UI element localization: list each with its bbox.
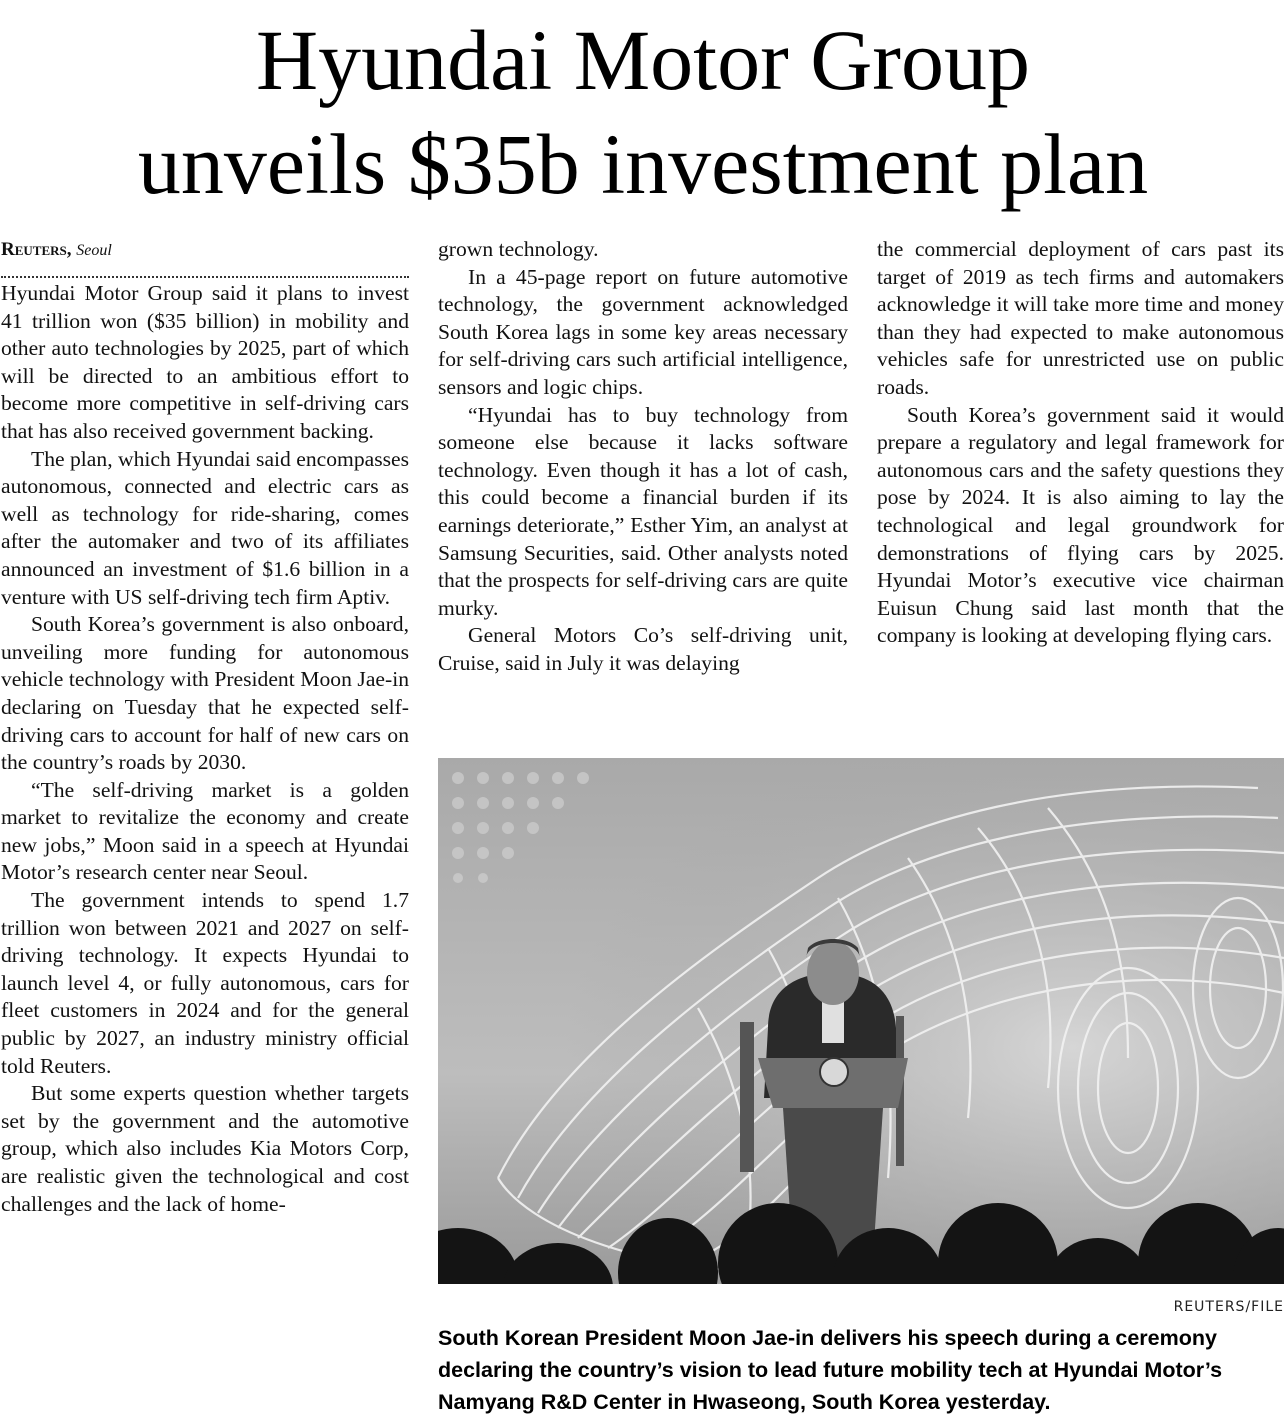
news-photo: [438, 758, 1284, 1284]
paragraph: grown technology.: [438, 237, 599, 261]
article-column-3: [877, 236, 1284, 650]
dateline: [1, 236, 409, 264]
paragraph: The plan, which Hyundai said encompasses autonomous, connected and electric cars as well as technology for ride-sharing, comes after the automaker and two of its affiliates announced an investment of $1.6 billion in a venture with US self-driving tech firm Aptiv.: [1, 446, 409, 609]
paragraph: The government intends to spend 1.7 trillion won between 2021 and 2027 on self-driving technology. It expects Hyundai to launch level 4, or fully autonomous, cars for fleet customers in 2024 and for the general public by 2027, an industry ministry official told Reuters.: [1, 888, 409, 1078]
paragraph: General Motors Co’s self-driving unit, Cruise, said in July it was delaying: [438, 623, 848, 675]
dotted-divider: [1, 264, 409, 278]
ceremony-photo-illustration: [438, 758, 1284, 1284]
paragraph: “The self-driving market is a golden market to revitalize the economy and create new jobs,” Moon said in a speech at Hyundai Motor’s research center near Seoul.: [1, 777, 409, 885]
paragraph: the commercial deployment of cars past its target of 2019 as tech firms and automakers acknowledge it will take more time and money than they had expected to make autonomous vehicles safe for unrestricted use on public roads.: [877, 237, 1284, 399]
dateline-city: Seoul: [76, 242, 112, 259]
article-column-2: [438, 236, 848, 678]
paragraph: South Korea’s government is also onboard, unveiling more funding for autonomous vehicle technology with President Moon Jae-in declaring on Tuesday that he expected self-driving cars to account for half of new cars on the country’s roads by 2030.: [1, 612, 409, 775]
paragraph: But some experts question whether targets set by the government and the automotive group, which also includes Kia Motors Corp, are realistic given the technological and cost challenges and the lack of home-: [1, 1081, 409, 1216]
photo-credit: REUTERS/FILE: [1173, 1299, 1284, 1315]
headline-line-2: unveils $35b investment plan: [137, 116, 1149, 212]
paragraph: “Hyundai has to buy technology from someone else because it lacks software technology. Even though it has a lot of cash, this could become a financial burden if its earnings deteriorate,” Esther Yim, an analyst at Samsung Securities, said. Other analysts noted that the prospects for self-driving cars are quite murky.: [438, 402, 848, 620]
headline-line-1: Hyundai Motor Group: [256, 12, 1030, 108]
article-column-1: [1, 236, 409, 1218]
paragraph: Hyundai Motor Group said it plans to invest 41 trillion won ($35 billion) in mobility and other auto technologies by 2025, part of which will be directed to an ambitious effort to become more competitive in self-driving cars that has also received government backing.: [1, 281, 409, 443]
dateline-agency: Reuters,: [1, 239, 72, 260]
paragraph: In a 45-page report on future automotive technology, the government acknowledged South Korea lags in some key areas necessary for self-driving cars such artificial intelligence, sensors and logic chips.: [438, 264, 848, 399]
paragraph: South Korea’s government said it would prepare a regulatory and legal framework for autonomous cars and the safety questions they pose by 2024. It is also aiming to lay the technological and legal groundwork for demonstrations of flying cars by 2025. Hyundai Motor’s executive vice chairman Euisun Chung said last month that the company is looking at developing flying cars.: [877, 402, 1284, 648]
headline: [0, 8, 1286, 216]
photo-caption: South Korean President Moon Jae-in delivers his speech during a ceremony declaring the country’s vision to lead future mobility tech at Hyundai Motor’s Namyang R&D Center in Hwaseong, South Korea yesterday.: [438, 1326, 1223, 1414]
